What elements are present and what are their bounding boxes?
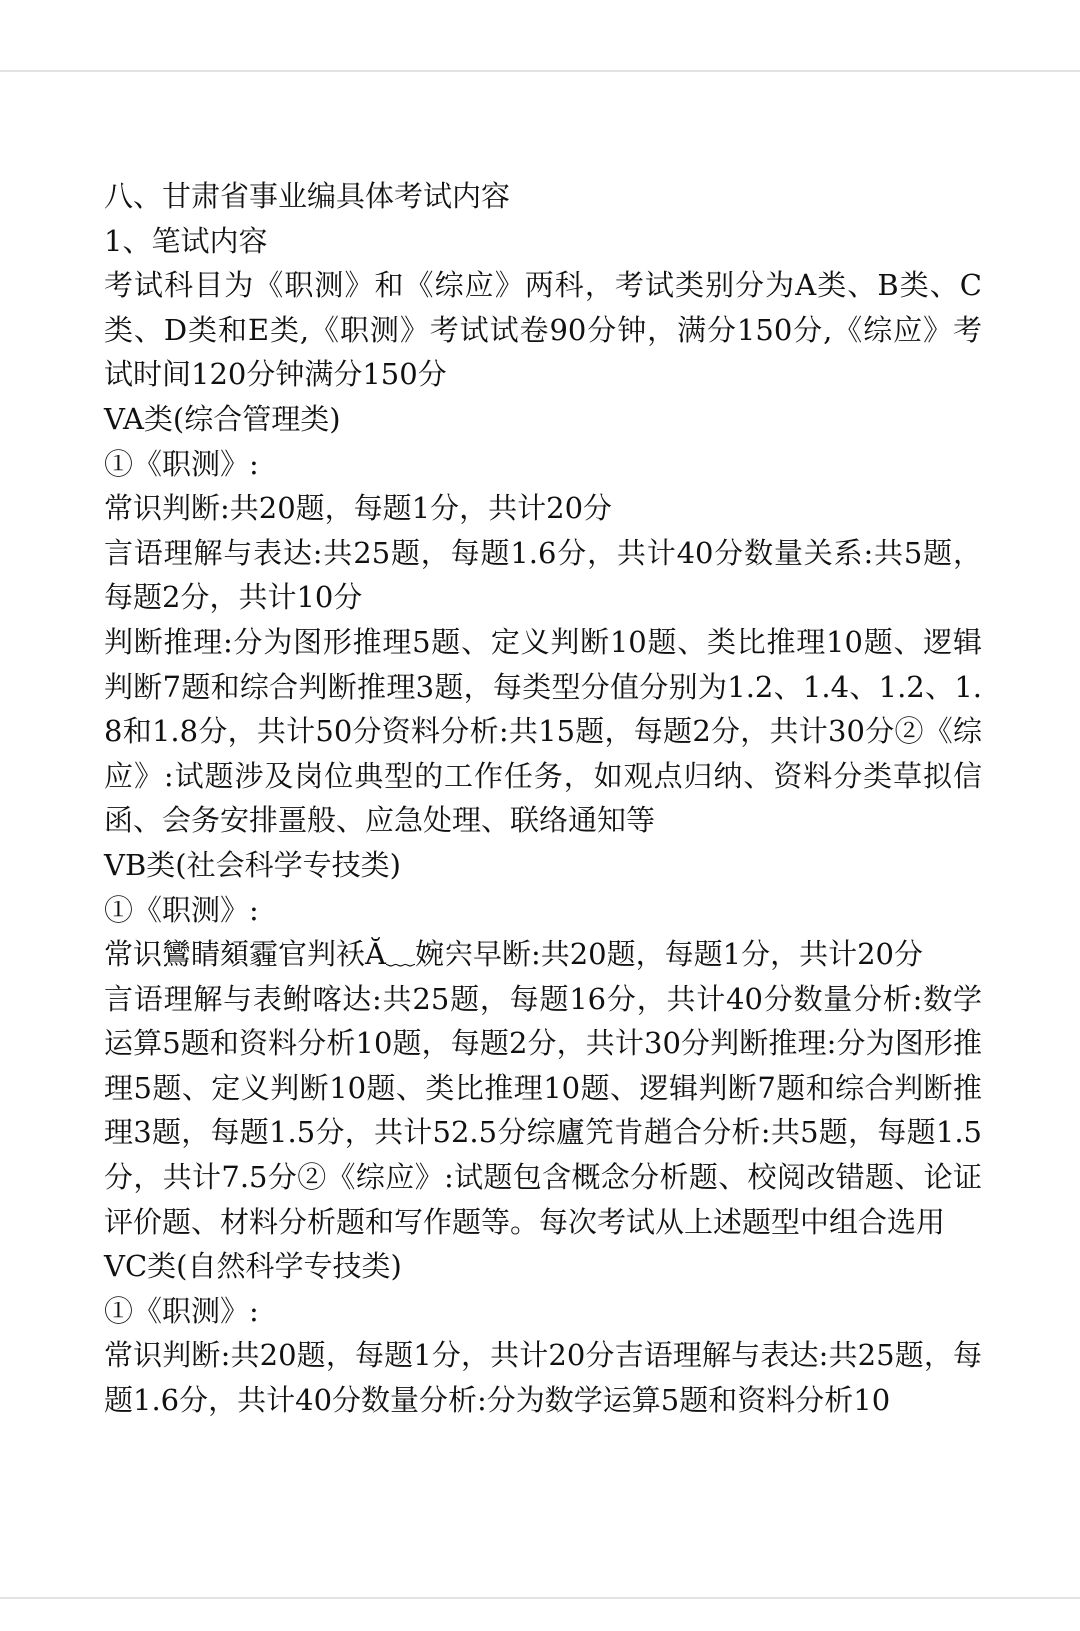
top-divider: [0, 70, 1080, 72]
verbal-quant-paragraph: 言语理解与表达:共25题，每题1.6分，共计40分数量关系:共5题，每题2分，共计10分: [104, 535, 982, 615]
category-heading-vc: VC类(自然科学专技类): [104, 1249, 402, 1284]
subject-label-zhice: ①《职测》:: [104, 1293, 259, 1328]
document-body: [104, 174, 982, 1423]
reasoning-paragraph: 判断推理:分为图形推理5题、定义判断10题、类比推理10题、逻辑判断7题和综合判断推理3题，每类型分值分别为1.2、1.4、1.2、1.8和1.8分，共计50分资料分析:共15题，每题2分，共计30分②《综应》:试题涉及岗位典型的工作任务，如观点归纳、资料分类草拟信函、会务安排畺般、应急处理、联络通知等: [104, 624, 982, 838]
common-sense-line: 常识鸞睛頦霾官判袄Ă﹏婉宍早断:共20题，每题1分，共计20分: [104, 937, 923, 972]
section-heading: 八、甘肃省事业编具体考试内容: [104, 179, 511, 213]
subject-label-zhice: ①《职测》:: [104, 446, 259, 481]
category-heading-vb: VB类(社会科学专技类): [104, 847, 401, 882]
vb-detail-paragraph: 言语理解与表鲋喀达:共25题，每题16分，共计40分数量分析:数学运算5题和资料分析10题，每题2分，共计30分判断推理:分为图形推理5题、定义判断10题、类比推理10题、逻辑判断7题和综合判断推理3题，每题1.5分，共计52.5分综廬笐肯趙合分析:共5题，每题1.5分，共计7.5分②《综应》:试题包含概念分析题、校阅改错题、论证评价题、材料分析题和写作题等。每次考试从上述题型中组合选用: [104, 981, 982, 1239]
subject-label-zhice: ①《职测》:: [104, 892, 259, 927]
subsection-heading: 1、笔试内容: [104, 223, 268, 258]
exam-overview-paragraph: 考试科目为《职测》和《综应》两科，考试类别分为A类、B类、C类、D类和E类,《职测》考试试卷90分钟，满分150分,《综应》考试时间120分钟满分150分: [104, 268, 982, 392]
category-heading-va: VA类(综合管理类): [104, 401, 341, 436]
bottom-divider: [0, 1597, 1080, 1599]
vc-detail-paragraph: 常识判断:共20题，每题1分，共计20分吉语理解与表达:共25题，每题1.6分，共计40分数量分析:分为数学运算5题和资料分析10: [104, 1338, 982, 1418]
common-sense-line: 常识判断:共20题，每题1分，共计20分: [104, 491, 613, 526]
